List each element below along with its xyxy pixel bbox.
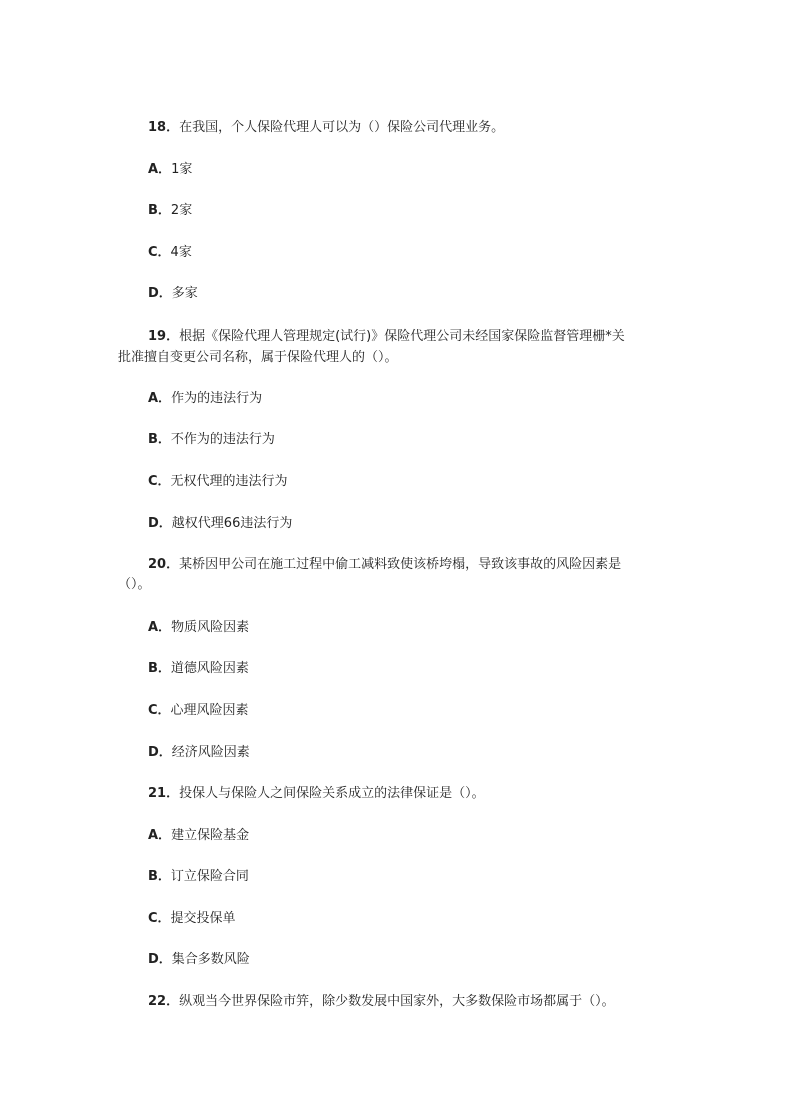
question-20-continuation: （）。 [118, 577, 151, 592]
option-text: 越权代理66违法行为 [171, 516, 293, 531]
option-18-a [148, 161, 192, 179]
question-text: 根据《保险代理人管理规定(试行)》保险代理公司未经国家保险监督管理栅*关 [179, 329, 625, 344]
option-text: 订立保险合同 [170, 869, 249, 884]
option-text: 心理风险因素 [170, 703, 249, 718]
question-18 [148, 119, 504, 137]
option-text: 物质风险因素 [171, 620, 250, 635]
option-20-c [148, 702, 249, 720]
option-label: A． [148, 620, 172, 635]
question-19-continuation: 批准擅自变更公司名称，属于保险代理人的（）。 [118, 350, 398, 365]
option-19-d [148, 515, 292, 533]
question-text: 投保人与保险人之间保险关系成立的法律保证是（）。 [179, 786, 485, 801]
option-text: 集合多数风险 [171, 952, 250, 967]
question-number: 21． [148, 786, 180, 801]
option-label: D． [148, 286, 172, 301]
option-label: D． [148, 745, 172, 760]
option-18-b [148, 202, 192, 220]
option-label: B． [148, 661, 171, 676]
question-19 [148, 328, 625, 346]
option-text: 提交投保单 [170, 911, 236, 926]
option-text: 道德风险因素 [170, 661, 249, 676]
question-number: 18． [148, 120, 180, 135]
question-number: 22． [148, 994, 180, 1009]
option-label: A． [148, 162, 172, 177]
option-21-c [148, 910, 236, 928]
question-text: 某桥因甲公司在施工过程中偷工减料致使该桥垮榻，导致该事故的风险因素是 [179, 557, 622, 572]
option-21-b [148, 868, 249, 886]
option-18-d [148, 285, 198, 303]
option-text: 经济风险因素 [171, 745, 250, 760]
option-20-a [148, 619, 249, 637]
question-20 [148, 556, 621, 574]
option-label: A． [148, 391, 172, 406]
option-21-a [148, 827, 249, 845]
option-20-d [148, 744, 250, 762]
option-18-c [148, 244, 192, 262]
option-text: 1家 [171, 162, 193, 177]
option-text: 多家 [171, 286, 198, 301]
question-21 [148, 785, 485, 803]
option-text: 2家 [170, 203, 193, 218]
option-19-a [148, 390, 262, 408]
option-label: C． [148, 703, 171, 718]
option-text: 作为的违法行为 [171, 391, 263, 406]
option-text: 4家 [170, 245, 192, 260]
question-text: 在我国，个人保险代理人可以为（）保险公司代理业务。 [179, 120, 505, 135]
option-label: C． [148, 474, 171, 489]
option-label: B． [148, 432, 171, 447]
option-text: 不作为的违法行为 [170, 432, 275, 447]
question-number: 20． [148, 557, 180, 572]
option-19-b [148, 431, 275, 449]
option-text: 建立保险基金 [171, 828, 250, 843]
option-label: B． [148, 869, 171, 884]
option-label: C． [148, 245, 171, 260]
question-22 [148, 993, 615, 1011]
option-label: D． [148, 952, 172, 967]
question-number: 19． [148, 329, 180, 344]
option-label: D． [148, 516, 172, 531]
option-label: B． [148, 203, 171, 218]
option-label: C． [148, 911, 171, 926]
option-text: 无权代理的违法行为 [170, 474, 288, 489]
option-label: A． [148, 828, 172, 843]
question-text: 纵观当今世界保险市笄，除少数发展中国家外，大多数保险市场都属于（）。 [179, 994, 615, 1009]
option-19-c [148, 473, 288, 491]
option-20-b [148, 660, 249, 678]
option-21-d [148, 951, 250, 969]
